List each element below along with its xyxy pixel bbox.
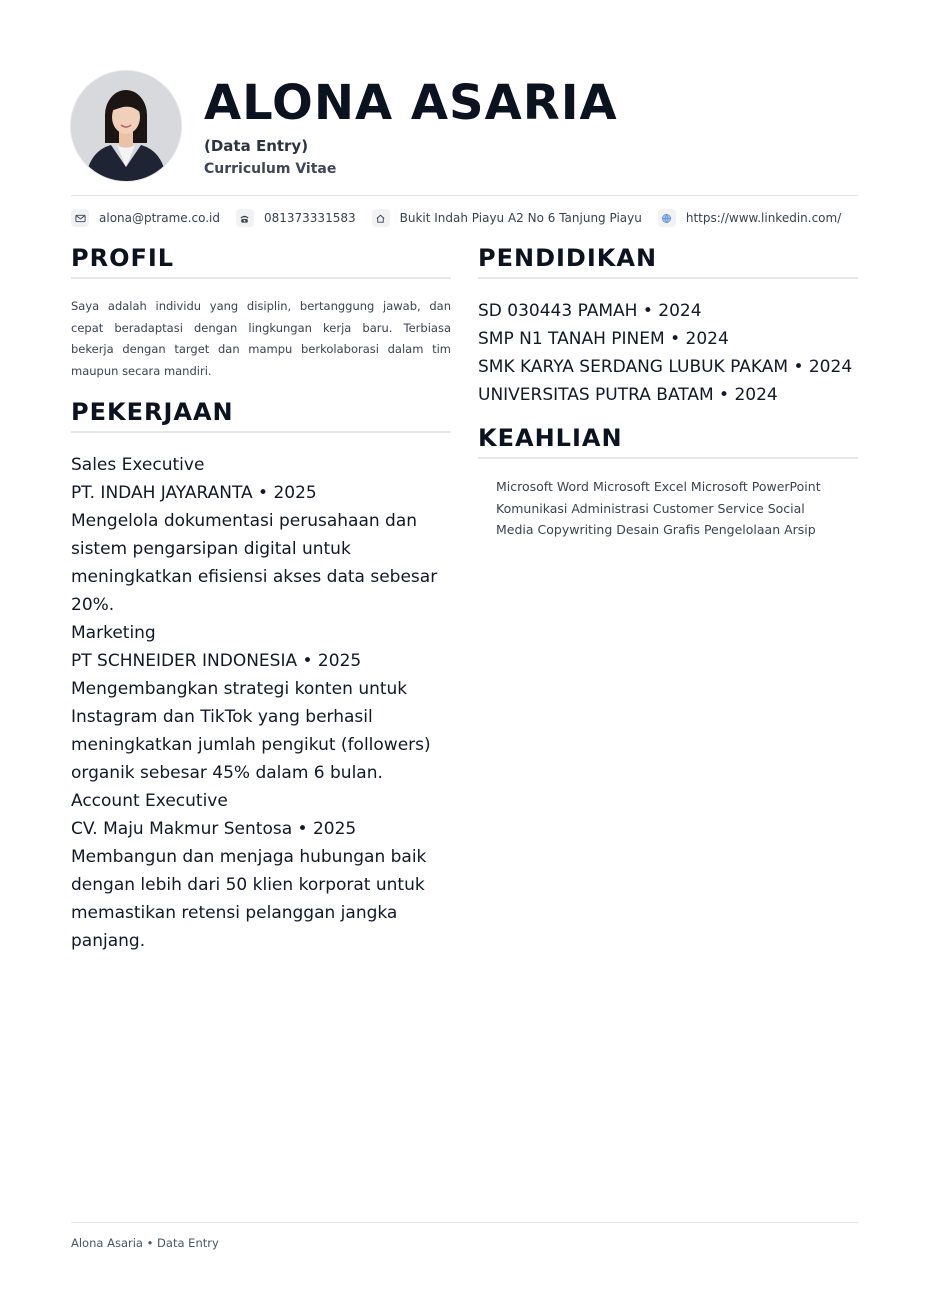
mail-icon [71, 209, 89, 227]
section-rule-pendidikan [478, 277, 858, 279]
job-description: Membangun dan menjaga hubungan baik dengan lebih dari 50 klien korporat untuk memastikan retensi pelanggan jangka panjang. [71, 847, 427, 951]
footer-divider [71, 1222, 858, 1223]
header-divider [71, 195, 858, 196]
phone-icon [236, 209, 254, 227]
education-item: SMK KARYA SERDANG LUBUK PAKAM • 2024 [478, 357, 853, 377]
globe-icon [658, 209, 676, 227]
document-subtitle: Curriculum Vitae [204, 161, 337, 177]
skills-list: Microsoft Word Microsoft Excel Microsoft PowerPoint Komunikasi Administrasi Customer Service Social Media Copywriting Desain Grafis Pengelolaan Arsip [496, 479, 821, 537]
footer-text: Alona Asaria • Data Entry [71, 1236, 219, 1250]
home-icon [372, 209, 390, 227]
contact-email-text: alona@ptrame.co.id [99, 211, 220, 225]
job-entry [71, 619, 451, 787]
job-entry [71, 787, 451, 955]
person-name: ALONA ASARIA [204, 75, 618, 131]
job-title: Marketing [71, 623, 156, 643]
job-company: CV. Maju Makmur Sentosa • 2025 [71, 819, 357, 839]
section-title-pendidikan: PENDIDIKAN [478, 244, 658, 272]
profile-photo-icon [71, 71, 181, 181]
contact-address-text: Bukit Indah Piayu A2 No 6 Tanjung Piayu [399, 211, 642, 225]
job-list [71, 451, 451, 955]
education-list [478, 297, 858, 409]
education-item: UNIVERSITAS PUTRA BATAM • 2024 [478, 385, 778, 405]
job-title: Account Executive [71, 791, 228, 811]
section-title-pekerjaan: PEKERJAAN [71, 398, 234, 426]
section-title-profil: PROFIL [71, 244, 175, 272]
contact-address [372, 209, 642, 227]
job-company: PT. INDAH JAYARANTA • 2025 [71, 483, 317, 503]
contact-phone-text: 081373331583 [263, 211, 356, 225]
contact-website[interactable] [658, 209, 841, 227]
section-rule-profil [71, 277, 451, 279]
profile-photo [71, 71, 181, 181]
job-title: Sales Executive [71, 455, 205, 475]
contact-website-text: https://www.linkedin.com/ [685, 211, 842, 225]
contact-phone[interactable] [236, 209, 356, 227]
job-entry [71, 451, 451, 619]
job-role: (Data Entry) [204, 137, 309, 155]
contact-bar [71, 207, 858, 229]
contact-email[interactable] [71, 209, 220, 227]
profile-summary: Saya adalah individu yang disiplin, bertanggung jawab, dan cepat beradaptasi dengan lingkungan kerja baru. Terbiasa bekerja dengan target dan mampu berkolaborasi dalam tim maupun secara mandiri. [71, 299, 451, 379]
section-rule-keahlian [478, 457, 858, 459]
job-description: Mengembangkan strategi konten untuk Instagram dan TikTok yang berhasil meningkatkan jumlah pengikut (followers) organik sebesar 45% dalam 6 bulan. [71, 679, 431, 783]
education-item: SMP N1 TANAH PINEM • 2024 [478, 329, 729, 349]
job-company: PT SCHNEIDER INDONESIA • 2025 [71, 651, 362, 671]
job-description: Mengelola dokumentasi perusahaan dan sistem pengarsipan digital untuk meningkatkan efisiensi akses data sebesar 20%. [71, 511, 438, 615]
section-rule-pekerjaan [71, 431, 451, 433]
section-title-keahlian: KEAHLIAN [478, 424, 623, 452]
education-item: SD 030443 PAMAH • 2024 [478, 301, 702, 321]
